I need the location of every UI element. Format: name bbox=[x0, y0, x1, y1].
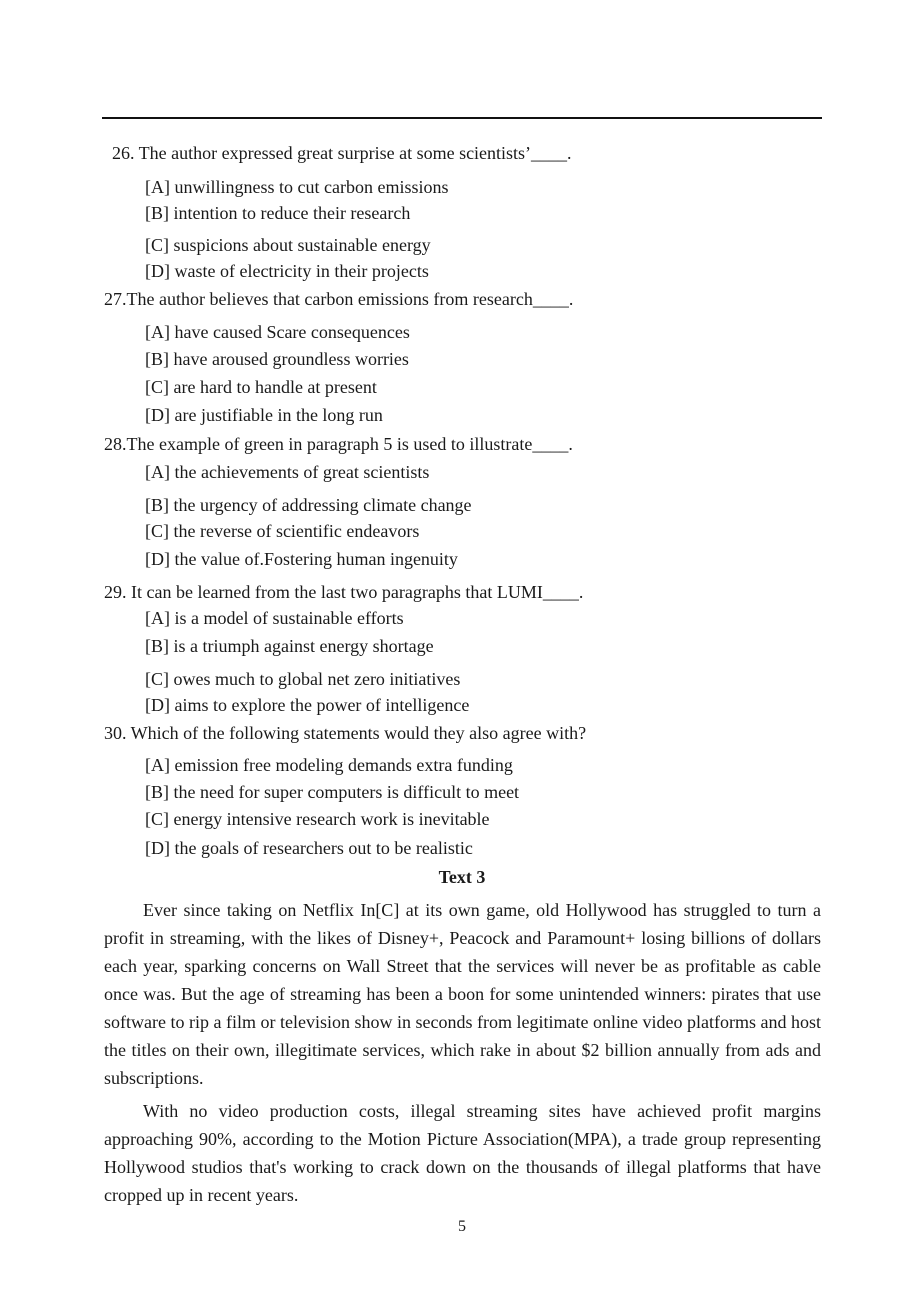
question-27-stem: 27.The author believes that carbon emissions from research____. bbox=[104, 289, 574, 309]
question-28-stem: 28.The example of green in paragraph 5 is used to illustrate____. bbox=[104, 434, 573, 454]
section-title: Text 3 bbox=[438, 867, 486, 887]
question-29-option-c: [C] owes much to global net zero initiatives bbox=[145, 669, 461, 689]
question-26-option-b: [B] intention to reduce their research bbox=[145, 203, 411, 223]
question-29-stem: 29. It can be learned from the last two paragraphs that LUMI____. bbox=[104, 582, 584, 602]
question-28-option-d: [D] the value of.Fostering human ingenuity bbox=[145, 549, 458, 569]
question-26-option-d: [D] waste of electricity in their projects bbox=[145, 261, 429, 281]
question-30-option-c: [C] energy intensive research work is inevitable bbox=[145, 809, 490, 829]
question-29-option-d: [D] aims to explore the power of intelligence bbox=[145, 695, 470, 715]
question-30-stem: 30. Which of the following statements would they also agree with? bbox=[104, 723, 587, 743]
question-30-option-a: [A] emission free modeling demands extra funding bbox=[145, 755, 513, 775]
header-rule bbox=[102, 117, 822, 119]
question-28-option-b: [B] the urgency of addressing climate change bbox=[145, 495, 472, 515]
question-29-option-b: [B] is a triumph against energy shortage bbox=[145, 636, 434, 656]
question-30-option-b: [B] the need for super computers is difficult to meet bbox=[145, 782, 520, 802]
question-27-option-b: [B] have aroused groundless worries bbox=[145, 349, 409, 369]
question-26-option-a: [A] unwillingness to cut carbon emissions bbox=[145, 177, 449, 197]
question-27-option-d: [D] are justifiable in the long run bbox=[145, 405, 383, 425]
question-29-option-a: [A] is a model of sustainable efforts bbox=[145, 608, 404, 628]
page-number: 5 bbox=[458, 1218, 466, 1235]
question-30-option-d: [D] the goals of researchers out to be realistic bbox=[145, 838, 473, 858]
question-27-option-c: [C] are hard to handle at present bbox=[145, 377, 377, 397]
question-28-option-a: [A] the achievements of great scientists bbox=[145, 462, 430, 482]
passage-paragraph-2: With no video production costs, illegal streaming sites have achieved profit margins approaching 90%, according to the Motion Picture Association(MPA), a trade group representing Hollywood studios that's working to crack down on the thousands of illegal platforms that have cropped up in recent years. bbox=[104, 1101, 821, 1205]
question-27-option-a: [A] have caused Scare consequences bbox=[145, 322, 410, 342]
passage-paragraph-1: Ever since taking on Netflix In[C] at its own game, old Hollywood has struggled to turn a profit in streaming, with the likes of Disney+, Peacock and Paramount+ losing billions of dollars each year, sparking concerns on Wall Street that the services will never be as profitable as cable once was. But the age of streaming has been a boon for some unintended winners: pirates that use software to rip a film or television show in seconds from legitimate online video platforms and host the titles on their own, illegitimate services, which rake in about $2 billion annually from ads and subscriptions. bbox=[104, 900, 821, 1088]
question-28-option-c: [C] the reverse of scientific endeavors bbox=[145, 521, 420, 541]
question-26-option-c: [C] suspicions about sustainable energy bbox=[145, 235, 431, 255]
question-26-stem: 26. The author expressed great surprise at some scientists’____. bbox=[112, 143, 572, 163]
